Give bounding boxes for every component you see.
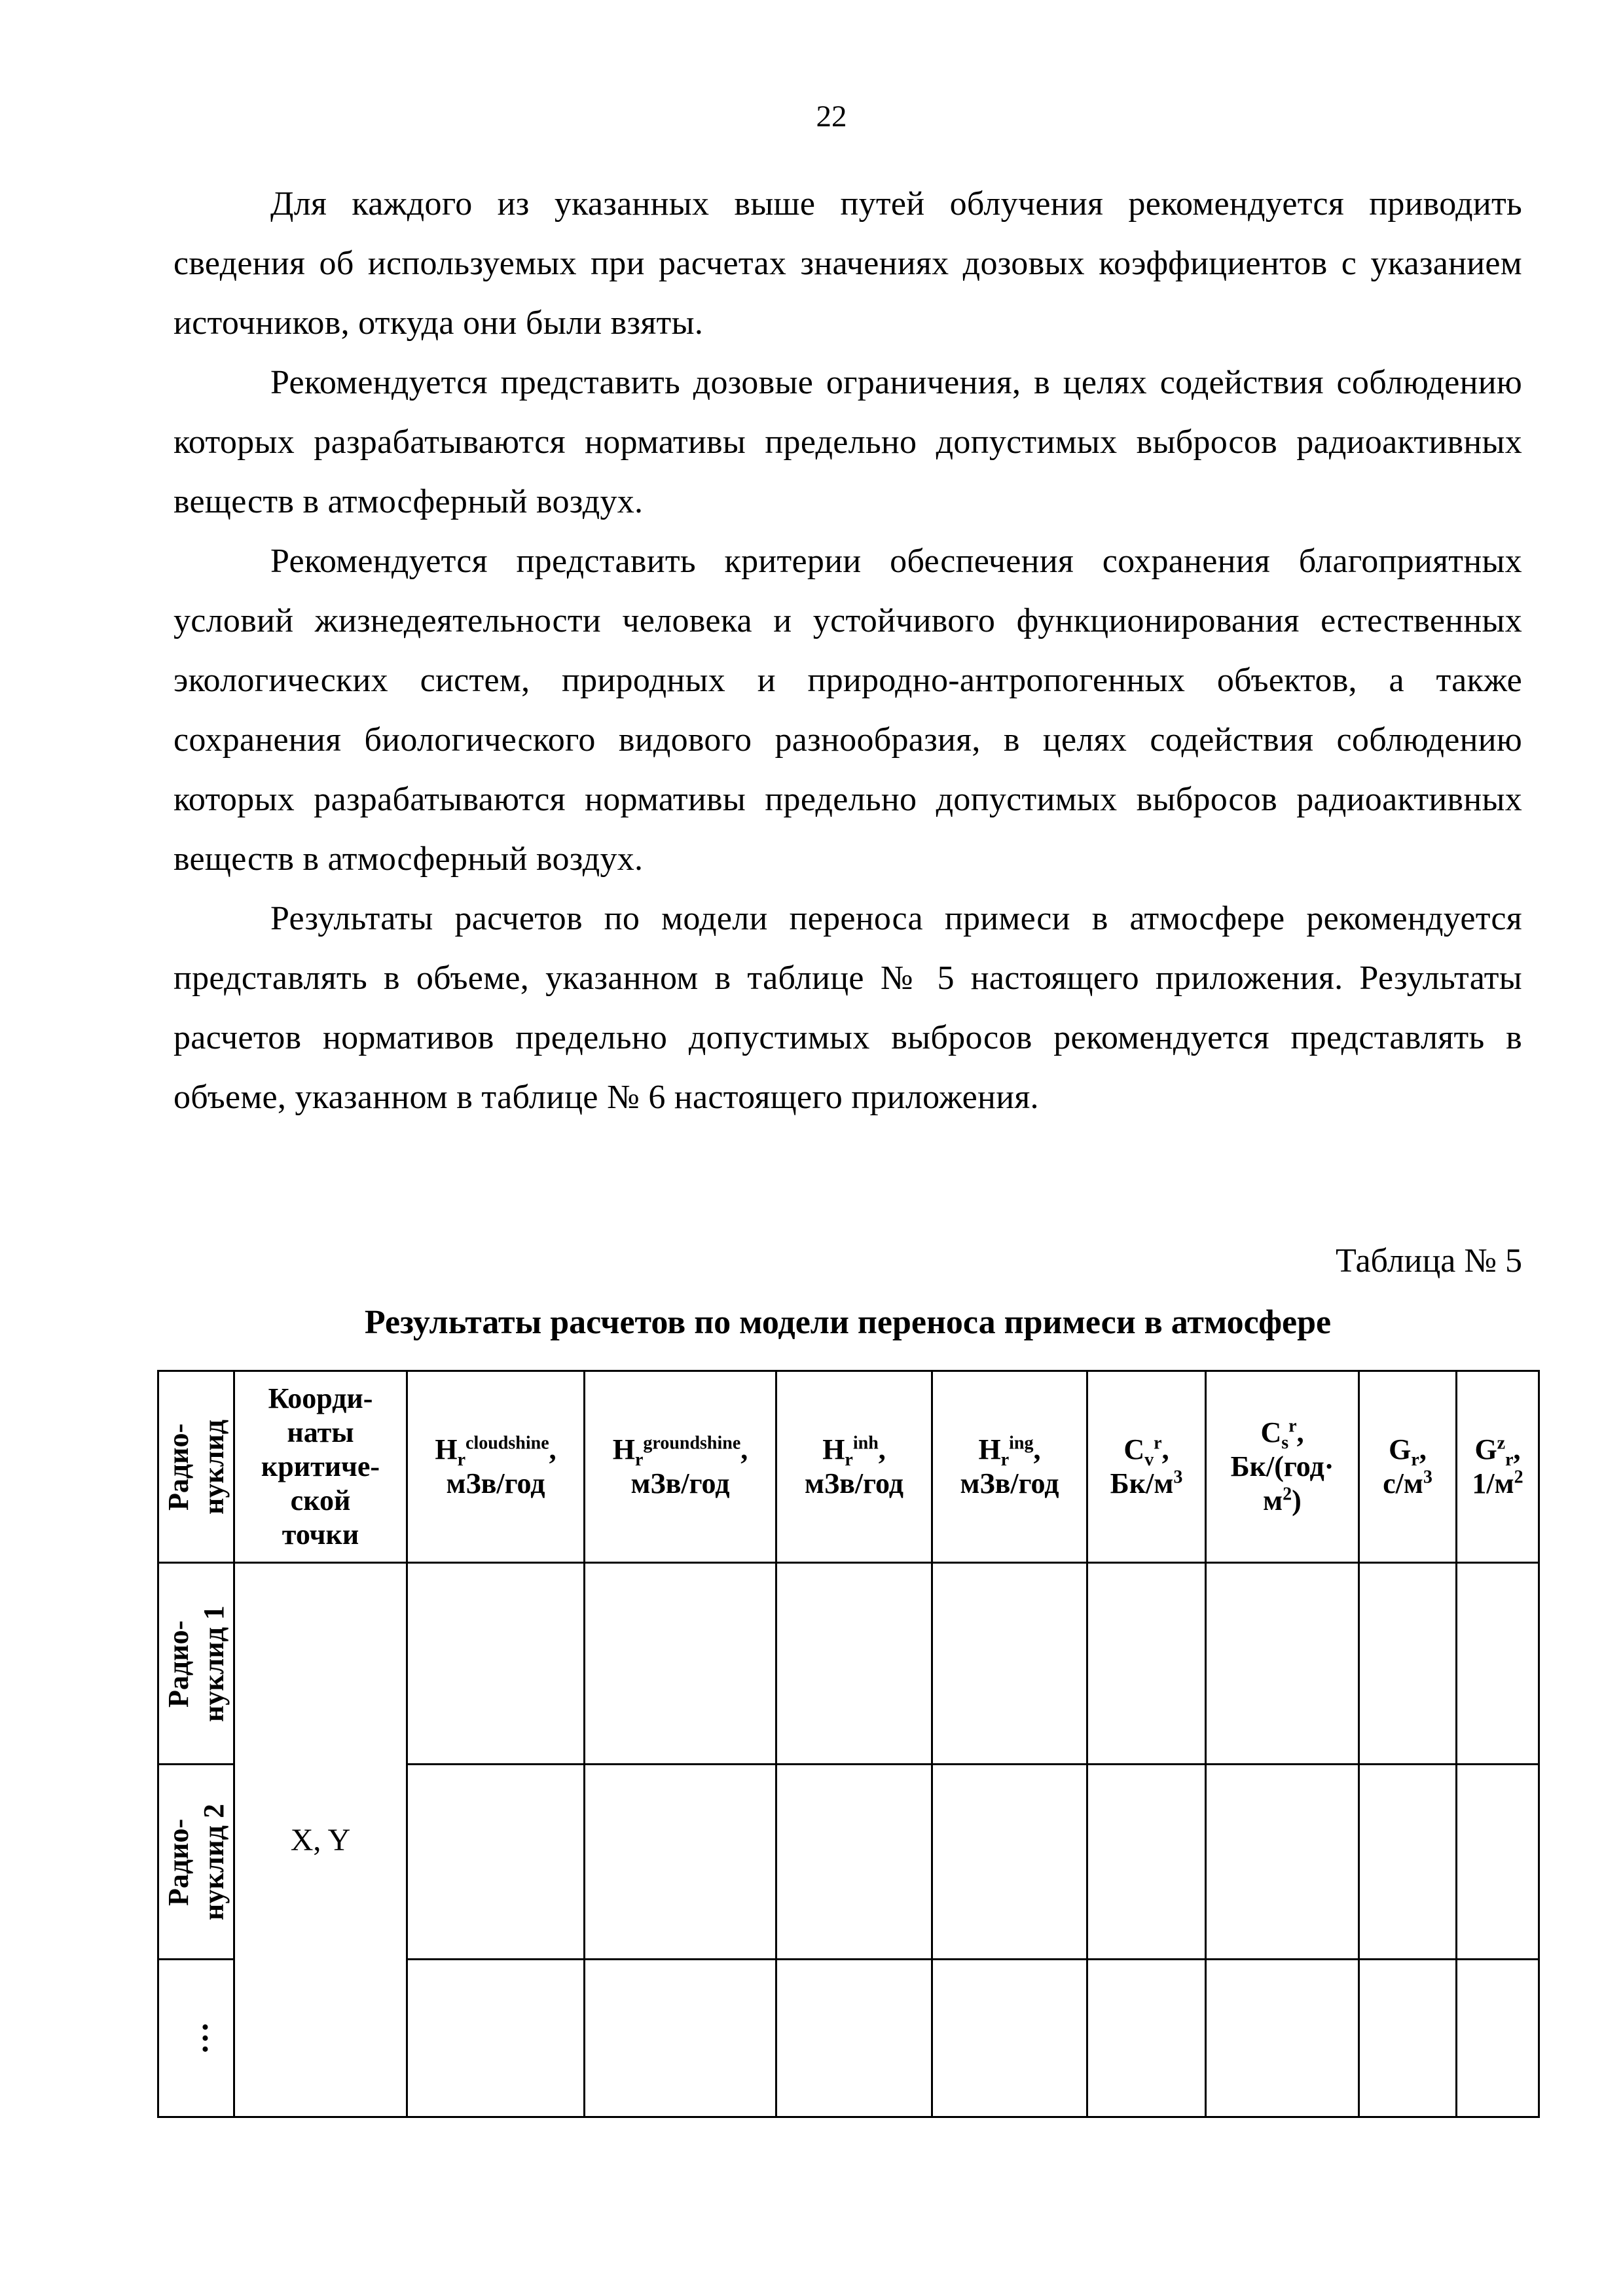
row-label-radionuclide-2: Радио- нуклид 2 bbox=[158, 1765, 234, 1960]
header-h-groundshine: $H_r^{groundshine}$, мЗв/год bbox=[585, 1371, 776, 1563]
table-cell bbox=[1359, 1960, 1457, 2117]
header-cs: $C_s^r$, Бк/(год· $м^2$) bbox=[1206, 1371, 1359, 1563]
paragraph-4: Результаты расчетов по модели переноса примеси в атмосфере рекомендуется представлять в объеме, указанном в таблице № 5 настоящего приложения. Результаты расчетов нормативов предельно допустимых выбросов рекомендуется представлять в объеме, указанном в таблице № 6 настоящего приложения. bbox=[173, 900, 1522, 1116]
table-cell bbox=[1206, 1765, 1359, 1960]
table-cell bbox=[1087, 1563, 1206, 1765]
table-cell bbox=[585, 1563, 776, 1765]
table-cell bbox=[1359, 1765, 1457, 1960]
table-cell bbox=[1087, 1960, 1206, 2117]
header-h-cloudshine: $H_r^{cloudshine}$, мЗв/год bbox=[407, 1371, 585, 1563]
header-g: $G_r$, $с/м^3$ bbox=[1359, 1371, 1457, 1563]
header-coordinates bbox=[234, 1371, 407, 1563]
paragraph-1: Для каждого из указанных выше путей облучения рекомендуется приводить сведения об используемых при расчетах значениях дозовых коэффициентов с указанием источников, откуда они были взяты. bbox=[173, 185, 1522, 342]
table-cell bbox=[932, 1765, 1087, 1960]
header-h-inh: $H_r^{inh}$, мЗв/год bbox=[776, 1371, 932, 1563]
header-h-ing: $H_r^{ing}$, мЗв/год bbox=[932, 1371, 1087, 1563]
table-cell bbox=[407, 1563, 585, 1765]
table-cell bbox=[585, 1960, 776, 2117]
header-radionuclide-text: Радио- нуклид bbox=[162, 1419, 230, 1515]
table-cell bbox=[1206, 1563, 1359, 1765]
table-title: Результаты расчетов по модели переноса примеси в атмосфере bbox=[364, 1304, 1332, 1341]
table-cell bbox=[1359, 1563, 1457, 1765]
header-gz: $G^z_r$, $1/м^2$ bbox=[1457, 1371, 1539, 1563]
results-table bbox=[157, 1370, 1540, 2118]
paragraph-2: Рекомендуется представить дозовые ограничения, в целях содействия соблюдению которых разрабатываются нормативы предельно допустимых выбросов радиоактивных веществ в атмосферный воздух. bbox=[173, 364, 1522, 520]
body-text bbox=[173, 174, 1522, 1127]
paragraph-3: Рекомендуется представить критерии обеспечения сохранения благоприятных условий жизнедеятельности человека и устойчивого функционирования естественных экологических систем, природных и природно-антропогенных объектов, а также сохранения биологического видового разнообразия, в целях содействия соблюдению которых разрабатываются нормативы предельно допустимых выбросов радиоактивных веществ в атмосферный воздух. bbox=[173, 543, 1522, 878]
coordinates-cell bbox=[234, 1563, 407, 2117]
coordinates-value: X, Y bbox=[290, 1822, 351, 1857]
table-cell bbox=[1457, 1960, 1539, 2117]
table-cell bbox=[407, 1765, 585, 1960]
header-radionuclide bbox=[158, 1371, 234, 1563]
table-header-row bbox=[158, 1371, 1539, 1563]
table-cell bbox=[776, 1563, 932, 1765]
table-cell bbox=[407, 1960, 585, 2117]
row-label-ellipsis: … bbox=[158, 1960, 234, 2117]
table-cell bbox=[1087, 1765, 1206, 1960]
table-cell bbox=[932, 1960, 1087, 2117]
header-coordinates-text: Коорди- наты критиче- ской точки bbox=[261, 1382, 380, 1551]
table-caption: Таблица № 5 bbox=[1335, 1242, 1522, 1280]
table-cell bbox=[1457, 1563, 1539, 1765]
header-cv: $C_v^r$, $Бк/м^3$ bbox=[1087, 1371, 1206, 1563]
table-cell bbox=[776, 1960, 932, 2117]
page-number: 22 bbox=[816, 99, 847, 134]
table-cell bbox=[932, 1563, 1087, 1765]
table-cell bbox=[585, 1765, 776, 1960]
row-label-radionuclide-1: Радио- нуклид 1 bbox=[158, 1563, 234, 1765]
table-cell bbox=[776, 1765, 932, 1960]
table-cell bbox=[1457, 1765, 1539, 1960]
table-cell bbox=[1206, 1960, 1359, 2117]
table-row bbox=[158, 1563, 1539, 1765]
